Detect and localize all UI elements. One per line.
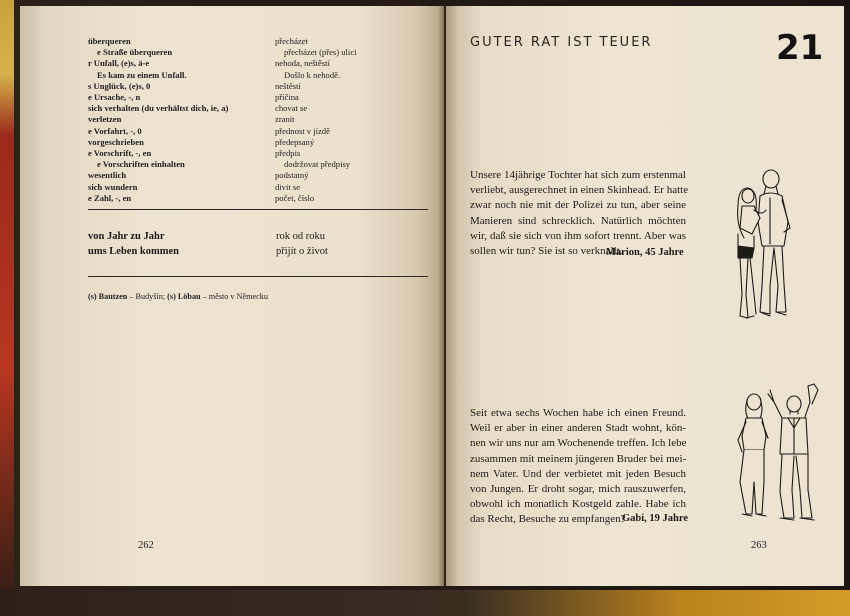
phrase-cs: rok od roku (276, 231, 325, 242)
letter-line: nen wir uns nur am Wochenende treffen. Ich lebe (470, 437, 687, 450)
chapter-title: GUTER RAT IST TEUER (470, 35, 653, 50)
vocab-cs-item: přecházet (275, 36, 308, 46)
letter-line: das Recht, Besuche zu empfangen? (470, 513, 626, 526)
vocab-cs-item: zranit (275, 114, 295, 125)
vocab-cs-item: nehoda, neštěstí (275, 58, 330, 69)
vocab-cs-item: předepsaný (275, 136, 315, 147)
letter-line: verliebt, ausgerechnet in einen Skinhead. Er hatte (470, 184, 689, 197)
vocab-de-item: e Ursache, -, n (88, 92, 141, 103)
vocab-cs-item: přecházet (přes) ulici (284, 47, 357, 58)
vocab-de-item: e Zahl, -, en (88, 192, 132, 203)
phrase-de: ums Leben kommen (88, 246, 180, 257)
vocab-de-item: wesentlich (88, 170, 127, 181)
footnote-tag: (s) Löbau (167, 292, 201, 301)
letter-line: Seit etwa sechs Wochen habe ich einen Freund. (470, 407, 686, 419)
letter-line: Unsere 14jährige Tochter hat sich zum erstenmal (470, 169, 686, 181)
letter-line: Weil er aber in einer anderen Stadt wohnt, kön- (470, 422, 686, 435)
footnote (88, 292, 268, 301)
vocab-cs-item: dodržovat předpisy (284, 159, 351, 170)
letter-line: wir, daß sie sich von ihm sofort trennt. Aber was (470, 229, 686, 242)
phrase-cs: přijít o život (276, 246, 328, 257)
page-number-right: 263 (751, 540, 767, 551)
letter-line: obwohl ich monatlich Kostgeld zahle. Habe ich (470, 498, 686, 511)
letter-2-signature: Gabi, 19 Jahre (622, 513, 689, 524)
vocab-cs-item: Došlo k nehodě. (284, 69, 341, 80)
letter-line: Manieren sind schrecklich. Natürlich möchten (470, 214, 686, 227)
vocab-de-item: s Unglück, (e)s, 0 (88, 80, 151, 91)
vocab-de-item: r Unfall, (e)s, ä-e (88, 58, 150, 69)
chapter-number: 21 (776, 28, 824, 68)
letter-line: zwar noch nie mit der Polizei zu tun, aber seine (470, 199, 686, 212)
couple-illustration (724, 166, 796, 324)
vocab-de-item: sich verhalten (du verhältst dich, ie, a) (88, 103, 229, 114)
letter-1 (470, 168, 689, 259)
book-edge-strip (0, 0, 14, 616)
letter-1-signature: Marion, 45 Jahre (606, 247, 684, 258)
footnote-tag: (s) Bautzen (88, 292, 128, 301)
footnote-text: – město v Německu (202, 292, 268, 301)
page-number-left: 262 (138, 540, 154, 551)
vocab-cs-item: počet, číslo (275, 192, 315, 203)
vocab-de-item: verletzen (88, 114, 122, 125)
vocab-cs-item: neštěstí (275, 80, 301, 91)
vocab-de-item: e Vorfahrt, -, 0 (88, 125, 142, 136)
letter-line: von Jungen. Er droht sogar, mich rauszuwerfen, (470, 483, 686, 496)
phrases-czech (276, 229, 328, 259)
vocab-de-item: e Vorschriften einhalten (97, 159, 185, 170)
vocab-de-item: überqueren (88, 36, 131, 46)
divider-rule (88, 276, 428, 277)
letter-line: zusammen mit meinem jüngeren Bruder bei mei- (470, 452, 687, 465)
vocab-de-item: e Vorschrift, -, en (88, 148, 152, 159)
vocab-de-item: sich wundern (88, 181, 138, 192)
vocab-de-item: vorgeschrieben (88, 136, 144, 147)
phrases-german (88, 229, 179, 259)
vocab-cs-item: podstatný (275, 170, 309, 181)
footnote-text: – Budyšín; (129, 292, 166, 301)
letter-2 (470, 406, 689, 528)
vocab-list-czech (275, 36, 357, 204)
vocab-de-item: e Straße überqueren (97, 47, 173, 58)
vocab-cs-item: příčina (275, 92, 299, 103)
letter-line: nem Vater. Und der verbietet mit jeden Besuch (470, 467, 686, 480)
letter-line: sollen wir tun? Sie ist so verknallt. (470, 245, 623, 258)
vocab-cs-item: chovat se (275, 103, 308, 114)
divider-rule (88, 209, 428, 210)
table-surface (0, 590, 850, 616)
girl-and-father-illustration (730, 382, 826, 524)
vocab-list-german (88, 36, 228, 204)
vocab-cs-item: předpis (275, 148, 301, 159)
phrase-de: von Jahr zu Jahr (88, 231, 165, 242)
vocab-de-item: Es kam zu einem Unfall. (97, 69, 187, 80)
vocab-cs-item: přednost v jízdě (275, 125, 330, 136)
vocab-cs-item: divit se (275, 181, 301, 192)
